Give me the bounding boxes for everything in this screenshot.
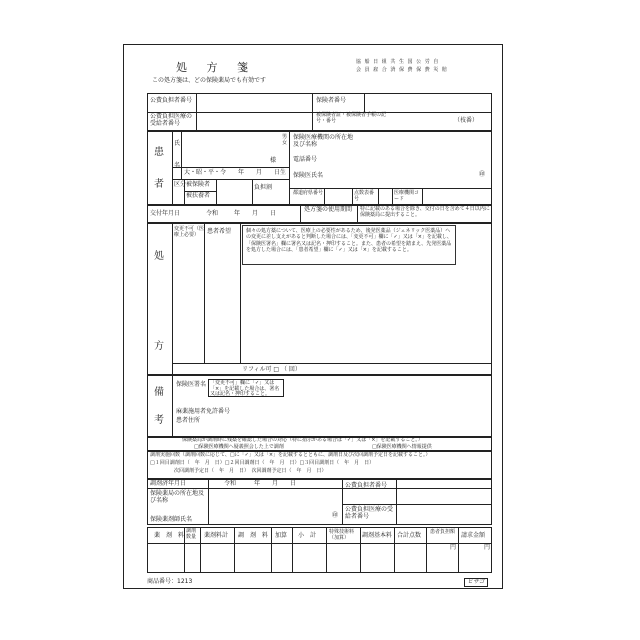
opt-info[interactable]: □保険医療機関へ情報提供 <box>372 444 432 450</box>
patient-label-2: 者 <box>154 179 164 190</box>
col-subtotal: 小 計 <box>298 532 317 539</box>
opt-query[interactable]: □保険医療機関へ疑義照会した上で調剤 <box>194 444 284 450</box>
dispense-date-value: 令和 年 月 日 <box>224 480 297 487</box>
clinic-code-label: 医療機関コード <box>394 190 420 202</box>
dob-year: 年 <box>238 169 245 176</box>
dob-era: 大・昭・平・令 <box>184 169 227 176</box>
hifuyou-label: 被扶養者 <box>186 192 211 199</box>
pharmacy-note: 保険薬局が調剤時に残薬を確認した場合の対応（特に指示がある場合は「✓」又は「×」を記載すること。） <box>182 437 423 443</box>
split-dates: □１回目調剤日（ 年 月 日）□２回目調剤日（ 年 月 日）□３回目調剤日（ 年 月 日） <box>150 460 375 466</box>
col-patient-pay: 患者負担額 <box>430 529 456 535</box>
col-addition: 加算 <box>275 532 288 539</box>
rx-label-2: 方 <box>154 341 164 352</box>
sex-label: 男・女 <box>282 134 293 146</box>
hihoken-label: 被保険者 <box>186 181 211 188</box>
doctor-sign-note: 「変更不可」欄に「✓」又は「×」を記載した場合は、署名又は記名・押印すること。 <box>210 380 280 397</box>
form-title: 処 方 箋 <box>176 61 256 74</box>
remarks-label-2: 考 <box>154 415 164 426</box>
insurer-no-label: 保険者番号 <box>316 97 347 104</box>
public-payer-label: 公費負担者番号 <box>150 97 193 104</box>
yen-patient: 円 <box>450 544 457 551</box>
refill-label: リフィル可 □ （ 回） <box>242 366 301 373</box>
rx-label: 処 <box>154 251 164 262</box>
col-total-points: 合計点数 <box>397 532 422 539</box>
remarks-label: 備 <box>154 387 164 398</box>
valid-note: 特に記載のある場合を除き、交付の日を含めて４日以内に保険薬局に提出すること。 <box>360 206 490 218</box>
public-payer-label-2: 公費負担者番号 <box>345 482 388 489</box>
clinic-addr-label: 保険医療機関の所在地及び名称 <box>293 134 354 148</box>
split-next: 次回調剤予定日（ 年 月 日） 次回調剤予定日（ 年 月 日） <box>174 468 327 474</box>
dob-day: 日生 <box>274 169 287 176</box>
insurer-types: 協 船 日 組 共 生 国 公 労 自 会 員 雇 合 済 保 費 保 費 災 賠 <box>356 59 448 73</box>
col-drug-total: 薬剤料計 <box>204 532 229 539</box>
name-label: 氏 <box>174 140 181 147</box>
issue-ymd: 年 月 日 <box>234 210 277 217</box>
insured-cert-label: 被保険者証・被保険者手帳の記号・番号 <box>316 112 387 124</box>
futan-label: 負担割 <box>254 184 273 191</box>
split-note: 調剤実施回数（調剤回数に応じて、□に「✓」又は「×」を記載するとともに、調剤日及び次回調剤予定日を記載すること。） <box>150 452 431 458</box>
doctor-sign-label: 保険医署名 <box>176 381 207 388</box>
pharmacist-label: 保険薬剤師氏名 <box>150 516 193 523</box>
product-no: 商品番号：1213 <box>147 578 193 585</box>
pharmacy-addr-label: 保険薬局の所在地及び名称 <box>150 490 205 504</box>
public-recipient-label-2: 公費負担医療の受給者番号 <box>345 506 394 520</box>
sama-label: 様 <box>270 157 277 164</box>
patient-addr-label: 患者住所 <box>176 417 201 424</box>
name-label-2: 名 <box>174 162 181 169</box>
issue-date-label: 交付年月日 <box>150 210 181 217</box>
doctor-seal: ㊞ <box>479 171 486 178</box>
narcotic-label: 麻薬施用者免許番号 <box>176 408 231 415</box>
col-claim: 請求金額 <box>461 532 486 539</box>
col-base-fee: 調剤基本料 <box>362 532 393 539</box>
form-subtitle: この処方箋は、どの保険薬局でも有効です <box>152 77 267 84</box>
pharmacist-seal: ㊞ <box>332 512 339 519</box>
col-qty: 調剤数量 <box>186 528 197 540</box>
patient-wish-label: 患者希望 <box>207 228 232 235</box>
brand-logo: ヒサゴ <box>464 578 488 587</box>
phone-label: 電話番号 <box>293 156 318 163</box>
issue-reiwa: 令和 <box>206 210 219 217</box>
yen-claim: 円 <box>484 544 491 551</box>
valid-period-label: 処方箋の使用期間 <box>304 206 353 213</box>
dob-month: 月 <box>256 169 263 176</box>
col-special: 特殊技術料（加算） <box>329 529 355 541</box>
dispense-date-label: 調剤済年月日 <box>150 480 187 487</box>
public-recipient-label: 公費負担医療の受給者番号 <box>150 113 193 127</box>
col-drug-fee: 薬 剤 料 <box>154 532 185 539</box>
edaban-label: （枝番） <box>454 117 479 124</box>
kubun-label: 区分 <box>174 181 187 188</box>
pref-no-label: 都道府県番号 <box>293 190 324 196</box>
score-table-label: 点数表番号 <box>354 190 375 202</box>
prescription-form <box>123 44 503 589</box>
patient-label: 患 <box>154 147 164 158</box>
col-dispense-fee: 調 剤 料 <box>238 532 269 539</box>
change-no-label: 変更不可（医療上必要） <box>174 226 205 238</box>
doctor-name-label: 保険医氏名 <box>293 172 324 179</box>
rx-note: 個々の処方薬について、医療上の必要性があるため、後発医薬品（ジェネリック医薬品）への変更に差し支えがあると判断した場合には、「変更不可」欄に「✓」又は「×」を記載し、「保険医署名」欄に署名又は記名・押印すること。また、患者の希望を踏まえ、先発医薬品を処方した場合には、「患者希望」欄に「✓」又は「×」を記載すること。 <box>246 228 452 253</box>
